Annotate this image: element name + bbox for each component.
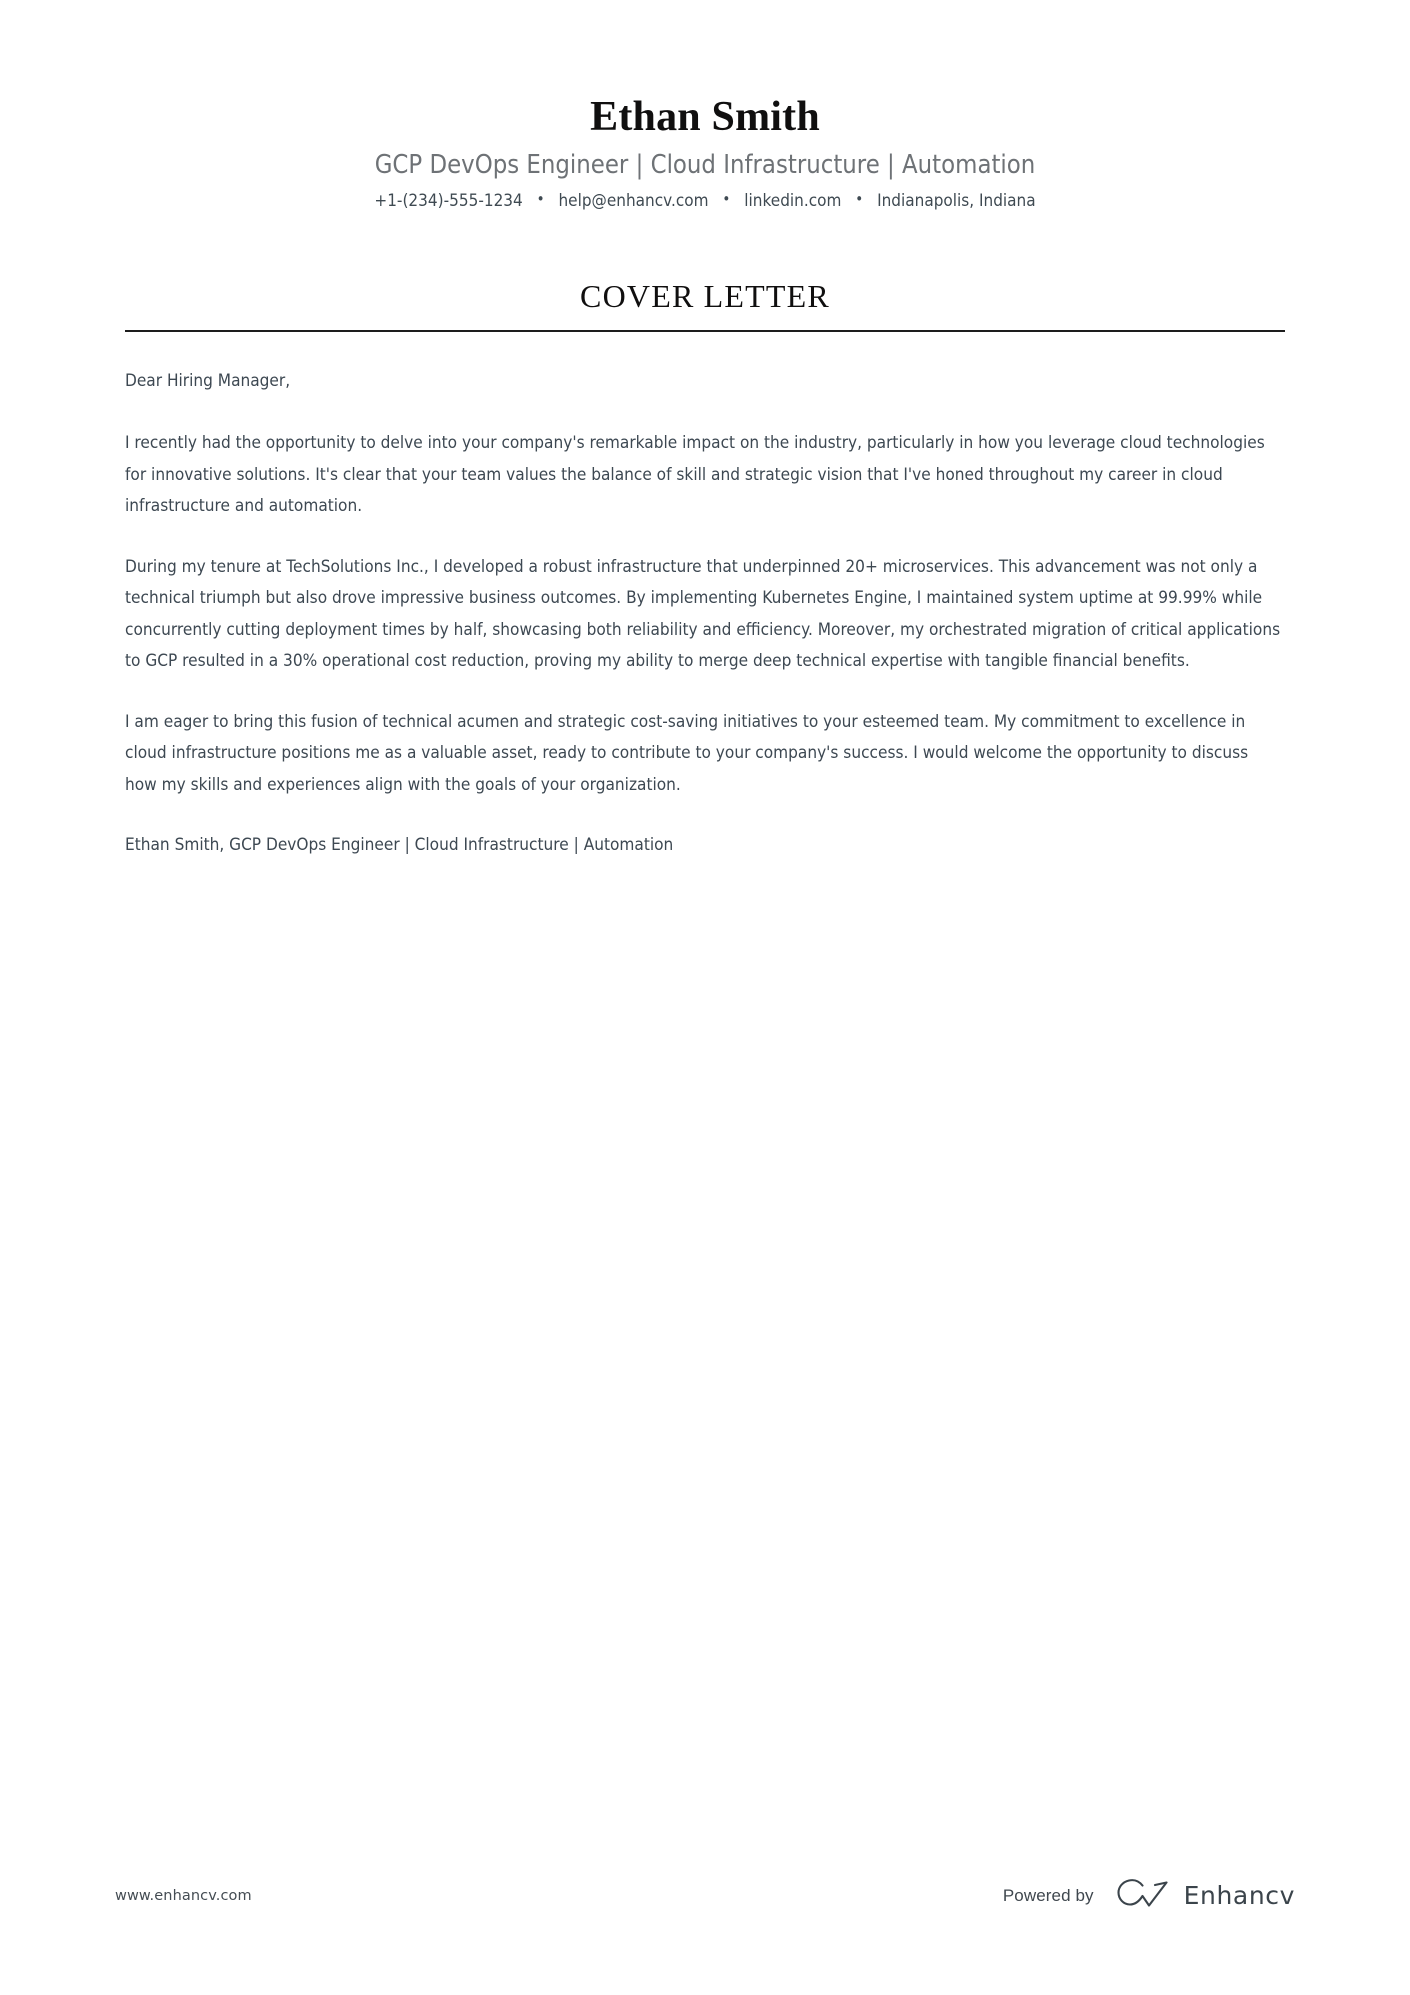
contact-line (71, 191, 1340, 211)
letter-signature: Ethan Smith, GCP DevOps Engineer | Cloud Infrastructure | Automation (125, 835, 674, 856)
letter-salutation: Dear Hiring Manager, (125, 370, 291, 391)
contact-separator-bullet-icon: • (536, 189, 545, 208)
enhancv-wordmark: Enhancv (1183, 1881, 1295, 1910)
section-divider (125, 330, 1285, 332)
footer-branding (1003, 1878, 1295, 1913)
contact-linkedin[interactable]: linkedin.com (744, 190, 842, 211)
letter-paragraph: I recently had the opportunity to delve into your company's remarkable impact on the industry, particularly in how you leverage cloud technologies for innovative solutions. It's clear that your team values the balance of skill and strategic vision that I've honed throughout my career in cloud infrastructure and automation. (125, 433, 1265, 517)
candidate-name: Ethan Smith (590, 94, 820, 140)
contact-email[interactable]: help@enhancv.com (558, 190, 709, 211)
section-title: COVER LETTER (580, 277, 830, 314)
letter-body (0, 366, 1410, 862)
page-footer (0, 1878, 1410, 1913)
candidate-job-title: GCP DevOps Engineer | Cloud Infrastructure | Automation (374, 150, 1036, 181)
cover-letter-section-header (0, 279, 1410, 332)
document-header (0, 0, 1410, 211)
powered-by-label: Powered by (1002, 1885, 1094, 1905)
contact-phone: +1-(234)-555-1234 (374, 190, 523, 211)
contact-separator-bullet-icon: • (722, 189, 731, 208)
enhancv-brand[interactable] (1116, 1878, 1295, 1913)
letter-paragraph: I am eager to bring this fusion of technical acumen and strategic cost-saving initiatives to your esteemed team. My commitment to excellence in cloud infrastructure positions me as a valuable asset, ready to contribute to your company's success. I would welcome the opportunity to discuss how my skills and experiences align with the goals of your organization. (125, 711, 1249, 795)
letter-paragraph: During my tenure at TechSolutions Inc., I developed a robust infrastructure that underpinned 20+ microservices. This advancement was not only a technical triumph but also drove impressive business outcomes. By implementing Kubernetes Engine, I maintained system uptime at 99.99% while concurrently cutting deployment times by half, showcasing both reliability and efficiency. Moreover, my orchestrated migration of critical applications to GCP resulted in a 30% operational cost reduction, proving my ability to merge deep technical expertise with tangible financial benefits. (125, 556, 1281, 672)
footer-website-url[interactable]: www.enhancv.com (115, 1887, 252, 1904)
contact-separator-bullet-icon: • (855, 189, 864, 208)
enhancv-infinity-check-icon (1116, 1878, 1170, 1913)
contact-location: Indianapolis, Indiana (877, 190, 1036, 211)
